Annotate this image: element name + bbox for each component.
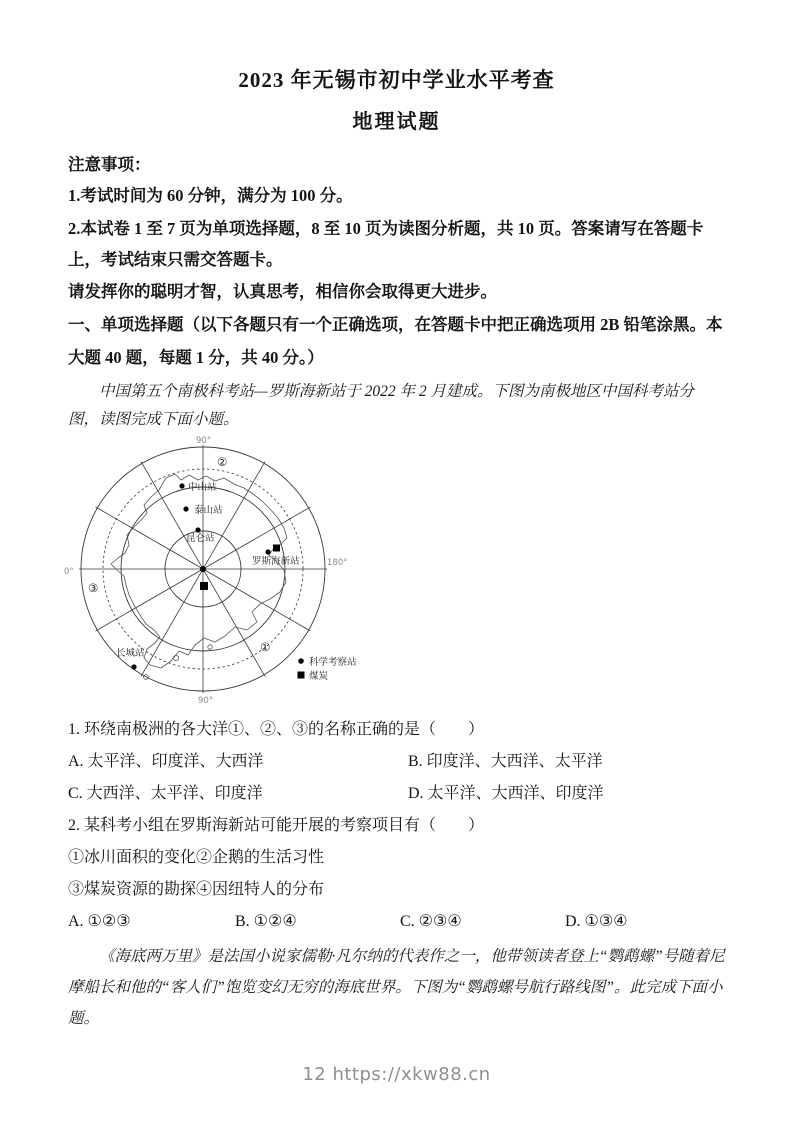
passage-nautilus: 《海底两万里》是法国小说家儒勒·凡尔纳的代表作之一，他带领读者登上“鹦鹉螺”号随着尼摩船长和他的“客人们”饱览变幻无穷的海底世界。下图为“鹦鹉螺号航行路线图”。此完成下面小题。 — [68, 948, 725, 1027]
station-changcheng-label: 长城站 — [116, 649, 145, 659]
page-title: 2023 年无锡市初中学业水平考查 — [238, 68, 555, 92]
station-taishan — [183, 504, 223, 516]
q2-option-c: C. ②③④ — [400, 913, 462, 930]
legend-station-icon — [298, 658, 304, 664]
legend-station-label: 科学考察站 — [309, 658, 357, 668]
passage-antarctica: 中国第五个南极科考站—罗斯海新站于 2022 年 2 月建成。下图为南极地区中国科考站分图，读图完成下面小题。 — [68, 383, 695, 428]
station-kunlun — [186, 527, 215, 544]
meridian-label-top: 90° — [196, 436, 212, 446]
section-1-heading: 一、单项选择题（以下各题只有一个正确选项，在答题卡中把正确选项用 2B 铅笔涂黑。本大题 40 题，每题 1 分，共 40 分。） — [68, 315, 723, 367]
q2-sub-item-2: ③煤炭资源的勘探④因纽特人的分布 — [68, 881, 325, 898]
question-1-options-row-1 — [68, 746, 725, 778]
q2-option-d: D. ①③④ — [565, 913, 628, 930]
question-2-options-row — [68, 906, 725, 938]
station-changcheng — [116, 647, 145, 670]
meridian-label-bottom: 90° — [198, 696, 214, 706]
legend-coal-label: 煤炭 — [309, 672, 329, 682]
q2-option-a: A. ①②③ — [68, 913, 131, 930]
antarctica-map — [48, 434, 408, 714]
notes-heading: 注意事项： — [68, 155, 151, 174]
encouragement-line: 请发挥你的聪明才智，认真思考，相信你会取得更大进步。 — [68, 282, 497, 301]
q1-option-a: A. 太平洋、印度洋、大西洋 — [68, 753, 264, 770]
note-item-2: 2.本试卷 1 至 7 页为单项选择题，8 至 10 页为读图分析题，共 10 页。答案请写在答题卡上，考试结束只需交答题卡。 — [68, 219, 704, 269]
meridian-label-right: 180° — [327, 558, 348, 568]
q1-option-d: D. 太平洋、大西洋、印度洋 — [408, 785, 604, 802]
note-item-1: 1.考试时间为 60 分钟，满分为 100 分。 — [68, 186, 353, 205]
q2-sub-item-1: ①冰川面积的变化②企鹅的生活习性 — [68, 849, 325, 866]
q1-option-c: C. 大西洋、太平洋、印度洋 — [68, 785, 263, 802]
offshore-islands — [144, 645, 213, 680]
q1-option-b: B. 印度洋、大西洋、太平洋 — [408, 753, 603, 770]
page-subtitle: 地理试题 — [352, 111, 441, 133]
ocean-label-2: ② — [217, 455, 228, 469]
station-rosshai-label: 罗斯海新站 — [252, 557, 300, 567]
station-zhongshan-label: 中山站 — [188, 483, 217, 493]
legend-coal-icon — [298, 672, 305, 679]
coal-marker-inland — [200, 582, 208, 590]
station-rosshai — [252, 545, 300, 568]
ocean-label-3: ③ — [88, 581, 99, 595]
page-footer: 12 https://xkw88.cn — [302, 1064, 491, 1085]
station-kunlun-label: 昆仑站 — [186, 534, 215, 544]
south-pole-dot — [200, 566, 206, 572]
map-legend — [298, 656, 358, 682]
meridian-label-left: 0° — [64, 567, 74, 577]
station-taishan-label: 泰山站 — [194, 506, 223, 516]
q2-option-b: B. ①②④ — [235, 913, 297, 930]
antarctica-map-figure — [64, 434, 725, 714]
question-1-stem: 1. 环绕南极洲的各大洋①、②、③的名称正确的是（ ） — [68, 721, 485, 738]
question-1-options-row-2 — [68, 778, 725, 810]
ocean-label-1: ① — [260, 640, 271, 654]
question-2-stem: 2. 某科考小组在罗斯海新站可能开展的考察项目有（ ） — [68, 817, 485, 834]
station-zhongshan — [179, 481, 217, 493]
